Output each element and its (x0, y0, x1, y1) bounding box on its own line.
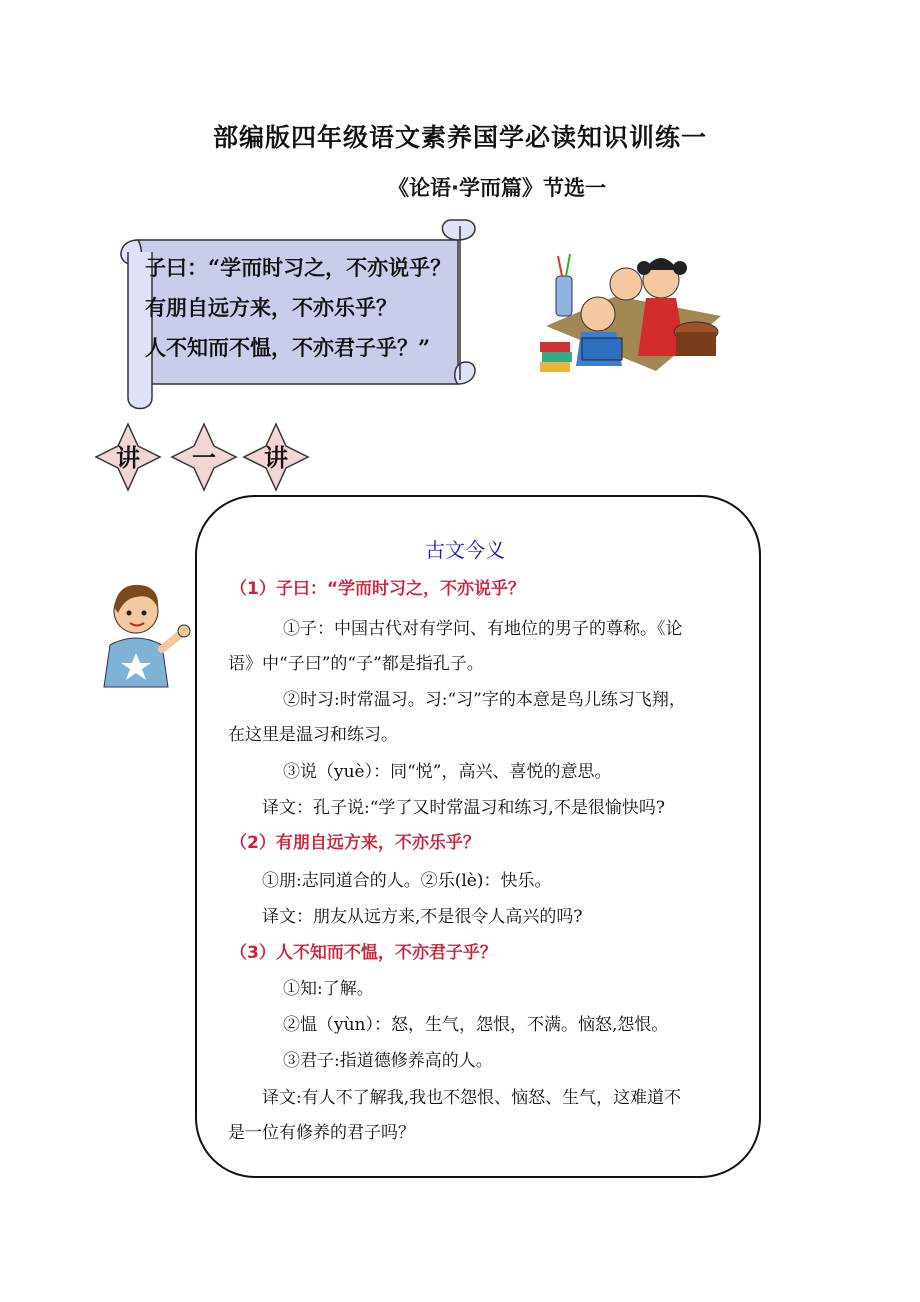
note-line: ②时习:时常温习。习:“习”字的本意是鸟儿练习飞翔， (283, 690, 686, 710)
note-line: ③君子:指道德修养高的人。 (283, 1051, 493, 1071)
scroll-text (145, 248, 451, 368)
page-title: 部编版四年级语文素养国学必读知识训练一 (212, 123, 707, 152)
section-header: （2）有朋自远方来，不亦乐乎？ (230, 833, 480, 853)
note-line: ②愠（yùn）：怒，生气，怨恨，不满。恼怒,怨恨。 (283, 1015, 669, 1035)
badge-char: 讲 (116, 443, 140, 472)
page-subtitle: 《论语·学而篇》节选一 (388, 176, 606, 200)
scroll-line: 人不知而不愠，不亦君子乎？” (145, 335, 431, 360)
translation-line: 译文：朋友从远方来,不是很令人高兴的吗? (262, 907, 583, 927)
badge-char: 一 (192, 443, 216, 472)
note-line: 语》中“子曰”的“子”都是指孔子。 (228, 654, 484, 674)
translation-line: 译文:有人不了解我,我也不怨恨、恼怒、生气，这难道不 (262, 1088, 682, 1108)
badge-char: 讲 (264, 443, 288, 472)
note-line: ①朋:志同道合的人。②乐(lè)：快乐。 (262, 871, 552, 891)
section-header: （3）人不知而不愠，不亦君子乎？ (230, 943, 497, 963)
note-line: ①知:了解。 (283, 979, 374, 999)
translation-line: 是一位有修养的君子吗？ (228, 1123, 415, 1143)
translation-line: 译文：孔子说:“学了又时常温习和练习,不是很愉快吗? (262, 798, 665, 818)
scroll-line: 有朋自远方来，不亦乐乎？ (145, 295, 397, 320)
boy-illustration (96, 575, 196, 690)
note-line: ③说（yuè）：同“悦”，高兴、喜悦的意思。 (283, 762, 612, 782)
children-reading-illustration (536, 246, 726, 382)
card-heading: 古文今义 (425, 538, 505, 562)
note-line: 在这里是温习和练习。 (228, 725, 398, 745)
scroll-line: 子曰：“学而时习之，不亦说乎？ (145, 255, 452, 280)
section-header: （1）子曰：“学而时习之，不亦说乎？ (230, 579, 526, 599)
note-line: ①子：中国古代对有学问、有地位的男子的尊称。《论 (283, 619, 683, 639)
